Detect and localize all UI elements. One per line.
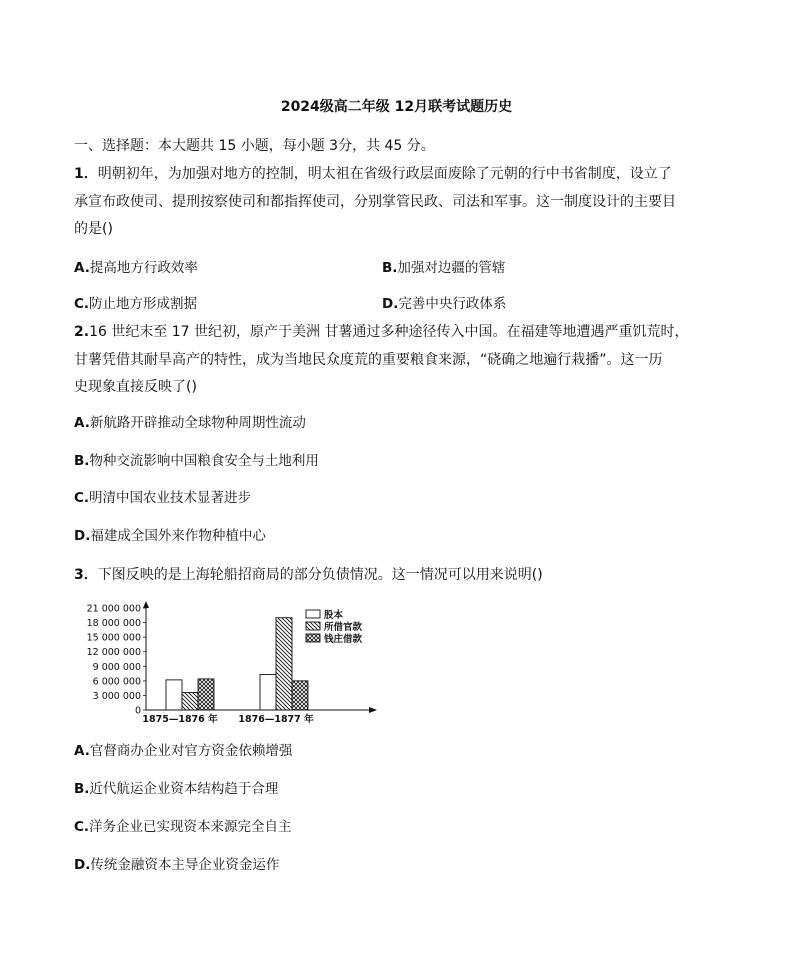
question-2-line-3: 史现象直接反映了(): [74, 379, 197, 395]
option-text: 完善中央行政体系: [398, 296, 507, 312]
option-text: 近代航运企业资本结构趋于合理: [89, 781, 279, 797]
question-3-option-d[interactable]: [74, 855, 279, 875]
question-1-option-c[interactable]: [74, 294, 197, 314]
option-text: 明清中国农业技术显著进步: [89, 490, 252, 506]
legend-label: 所借官款: [324, 622, 363, 633]
option-text: 传统金融资本主导企业资金运作: [90, 857, 280, 873]
question-2-line-2: 甘薯凭借其耐旱高产的特性，成为当地民众度荒的重要粮食来源，“硗确之地遍行栽播”。这一历: [74, 352, 663, 368]
y-tick-label: 9 000 000: [92, 661, 141, 673]
y-tick-label: 18 000 000: [86, 618, 141, 630]
question-1-line-1: [74, 164, 672, 184]
y-tick-label: 21 000 000: [86, 603, 141, 615]
question-2-option-a[interactable]: [74, 413, 306, 433]
option-letter: B.: [382, 260, 398, 276]
question-1-number: 1．: [74, 166, 98, 182]
y-tick-label: 6 000 000: [92, 676, 141, 688]
bar-3-2: [292, 681, 308, 710]
option-text: 官督商办企业对官方资金依赖增强: [89, 743, 293, 759]
question-2-number: 2.: [74, 324, 90, 340]
option-letter: A.: [74, 260, 90, 276]
bar-2-1: [182, 693, 198, 710]
question-2-text: 16 世纪末至 17 世纪初，原产于美洲 甘薯通过多种途径传入中国。在福建等地遭遇严重饥荒时，: [89, 324, 689, 340]
option-letter: B.: [74, 453, 90, 469]
question-3-option-c[interactable]: [74, 817, 292, 837]
question-1-option-a[interactable]: [74, 258, 198, 278]
legend-swatch: [306, 610, 320, 618]
option-letter: D.: [74, 857, 91, 873]
question-1-line-2: 承宣布政使司、提刑按察使司和都指挥使司，分别掌管民政、司法和军事。这一制度设计的主要目: [74, 194, 676, 210]
legend-swatch: [306, 634, 320, 642]
bar-1-2: [260, 675, 276, 710]
option-text: 物种交流影响中国粮食安全与土地利用: [89, 453, 319, 469]
question-3-number: 3．: [74, 567, 98, 583]
option-text: 福建成全国外来作物种植中心: [90, 528, 266, 544]
question-3-text: 下图反映的是上海轮船招商局的部分负债情况。这一情况可以用来说明(): [97, 567, 543, 583]
option-letter: D.: [382, 296, 399, 312]
option-letter: C.: [74, 490, 90, 506]
x-category-label: 1875—1876 年: [142, 714, 218, 725]
page-title: 2024级高二年级 12月联考试题历史: [280, 99, 513, 115]
option-text: 加强对边疆的管辖: [397, 260, 506, 276]
question-3-option-b[interactable]: [74, 779, 278, 799]
question-1-option-d[interactable]: [382, 294, 506, 314]
bar-1-1: [166, 680, 182, 710]
option-letter: A.: [74, 415, 90, 431]
y-axis-arrow: [143, 601, 149, 608]
option-letter: C.: [74, 819, 90, 835]
section-header: 一、选择题：本大题共 15 小题，每小题 3分，共 45 分。: [74, 138, 435, 154]
question-1-text: 明朝初年，为加强对地方的控制，明太祖在省级行政层面废除了元朝的行中书省制度，设立了: [97, 166, 672, 182]
y-tick-label: 3 000 000: [92, 690, 141, 702]
option-letter: D.: [74, 528, 91, 544]
question-3-option-a[interactable]: [74, 741, 292, 761]
option-letter: A.: [74, 743, 90, 759]
option-text: 提高地方行政效率: [89, 260, 198, 276]
bar-2-2: [276, 618, 292, 710]
question-3-line-1: [74, 565, 543, 585]
y-tick-label: 12 000 000: [86, 647, 141, 659]
option-text: 防止地方形成割据: [89, 296, 198, 312]
option-text: 新航路开辟推动全球物种周期性流动: [89, 415, 306, 431]
legend-label: 钱庄借款: [324, 634, 363, 645]
question-1-line-3: 的是(): [74, 221, 113, 237]
question-2-option-d[interactable]: [74, 526, 266, 546]
bar-3-1: [198, 679, 214, 710]
option-letter: B.: [74, 781, 90, 797]
option-text: 洋务企业已实现资本来源完全自主: [89, 819, 292, 835]
y-tick-label: 0: [134, 705, 141, 717]
x-category-label: 1876—1877 年: [238, 714, 314, 725]
x-axis-arrow: [369, 707, 377, 713]
question-2-line-1: [74, 322, 689, 342]
option-letter: C.: [74, 296, 90, 312]
question-1-option-b[interactable]: [382, 258, 505, 278]
question-2-option-b[interactable]: [74, 451, 319, 471]
question-2-option-c[interactable]: [74, 488, 251, 508]
legend-label: 股本: [324, 610, 344, 621]
y-tick-label: 15 000 000: [86, 632, 141, 644]
liabilities-bar-chart: [68, 600, 388, 730]
legend-swatch: [306, 622, 320, 630]
